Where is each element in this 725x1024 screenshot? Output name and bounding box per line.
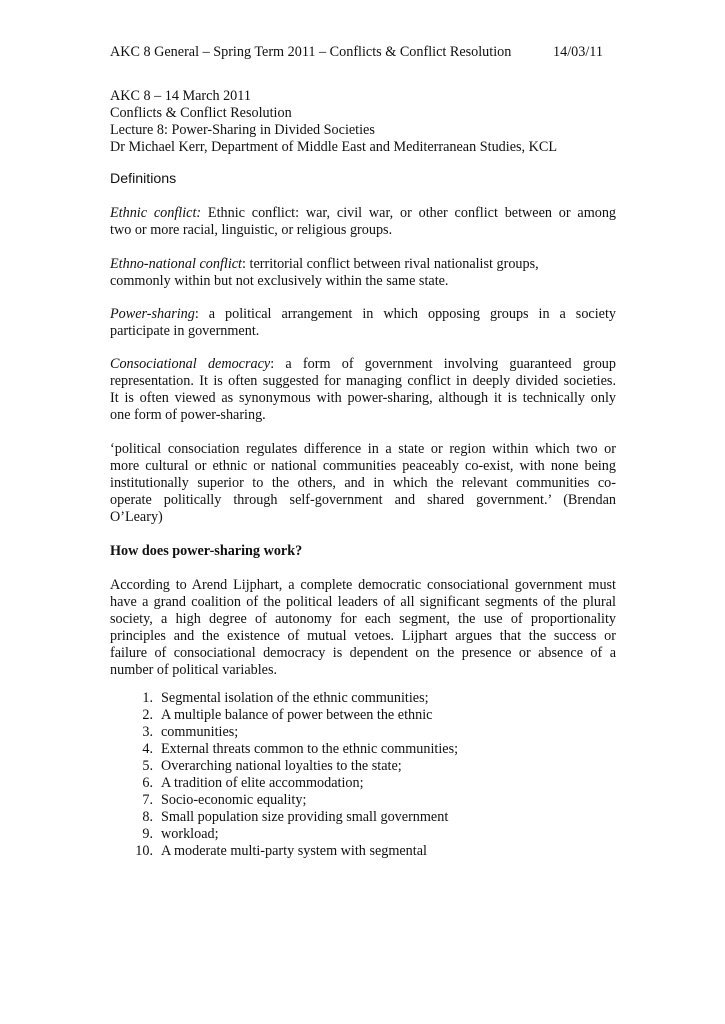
definition-consociational-democracy xyxy=(110,356,616,424)
definition-term: Ethno-national conflict xyxy=(110,256,243,272)
definition-line: representation. It is often suggested for managing conflict in deeply divided societies. xyxy=(110,373,616,389)
list-text: communities; xyxy=(161,724,239,740)
list-text: Segmental isolation of the ethnic communities; xyxy=(161,690,429,706)
list-text: workload; xyxy=(161,826,219,842)
list-item xyxy=(110,741,458,758)
meta-line: Conflicts & Conflict Resolution xyxy=(110,105,292,121)
definition-line: participate in government. xyxy=(110,323,260,339)
quote-line: more cultural or ethnic or national communities peaceably co-exist, with none being xyxy=(110,458,616,474)
list-item xyxy=(110,792,458,809)
list-number: 3. xyxy=(142,724,153,740)
definition-text: : territorial conflict between rival nationalist groups, xyxy=(242,256,539,272)
paragraph-line: principles and the existence of mutual vetoes. Lijphart argues that the success or xyxy=(110,628,616,644)
political-variables-list xyxy=(110,690,458,860)
header-date: 14/03/11 xyxy=(553,44,603,60)
quote-line: institutionally superior to the others, and in which the relevant communities co- xyxy=(110,475,616,491)
list-item xyxy=(110,690,458,707)
definition-line: It is often viewed as synonymous with power-sharing, although it is technically only xyxy=(110,390,616,406)
list-text: Socio-economic equality; xyxy=(161,792,307,808)
definitions-heading: Definitions xyxy=(110,171,177,187)
paragraph-line: According to Arend Lijphart, a complete democratic consociational government must xyxy=(110,577,616,593)
meta-line: Lecture 8: Power-Sharing in Divided Societies xyxy=(110,122,375,138)
how-power-sharing-heading: How does power-sharing work? xyxy=(110,543,303,559)
list-text: External threats common to the ethnic communities; xyxy=(161,741,459,757)
meta-line: Dr Michael Kerr, Department of Middle East and Mediterranean Studies, KCL xyxy=(110,139,557,155)
definition-line: two or more racial, linguistic, or religious groups. xyxy=(110,222,393,238)
paragraph-line: society, a high degree of autonomy for each segment, the use of proportionality xyxy=(110,611,616,627)
list-item xyxy=(110,775,458,792)
list-number: 1. xyxy=(142,690,153,706)
definition-ethnic-conflict xyxy=(110,205,616,239)
quote-line: ‘political consociation regulates difference in a state or region within which two or xyxy=(110,441,616,457)
definition-power-sharing xyxy=(110,306,616,340)
definition-term: Consociational democracy xyxy=(110,356,271,372)
list-number: 10. xyxy=(135,843,153,859)
list-item xyxy=(110,724,458,741)
definition-line: one form of power-sharing. xyxy=(110,407,266,423)
list-text: Overarching national loyalties to the state; xyxy=(161,758,402,774)
definition-line: commonly within but not exclusively within the same state. xyxy=(110,273,449,289)
list-number: 2. xyxy=(142,707,153,723)
definition-ethno-national-conflict xyxy=(110,256,616,290)
list-item xyxy=(110,758,458,775)
list-number: 7. xyxy=(142,792,153,808)
oleary-quote xyxy=(110,441,616,526)
definition-line xyxy=(110,356,616,373)
list-item xyxy=(110,826,458,843)
list-text: A tradition of elite accommodation; xyxy=(161,775,364,791)
list-text: A moderate multi-party system with segmental xyxy=(161,843,427,859)
definition-text: : a form of government involving guaranteed group xyxy=(270,356,616,372)
meta-line: AKC 8 – 14 March 2011 xyxy=(110,88,251,104)
list-number: 6. xyxy=(142,775,153,791)
definition-term: Ethnic conflict: xyxy=(110,205,202,221)
list-number: 5. xyxy=(142,758,153,774)
definition-text: : a political arrangement in which opposing groups in a society xyxy=(194,306,616,322)
list-number: 4. xyxy=(142,741,153,757)
header-title: AKC 8 General – Spring Term 2011 – Conflicts & Conflict Resolution xyxy=(110,44,512,60)
paragraph-line: have a grand coalition of the political leaders of all significant segments of the plural xyxy=(110,594,616,610)
definition-term: Power-sharing xyxy=(110,306,195,322)
list-item xyxy=(110,843,458,860)
definition-line xyxy=(110,306,616,323)
list-item xyxy=(110,707,458,724)
paragraph-line: number of political variables. xyxy=(110,662,278,678)
lijphart-paragraph xyxy=(110,577,616,679)
definition-line xyxy=(110,205,616,222)
list-number: 8. xyxy=(142,809,153,825)
lecture-meta xyxy=(110,88,557,156)
list-text: A multiple balance of power between the ethnic xyxy=(161,707,433,723)
list-number: 9. xyxy=(142,826,153,842)
list-item xyxy=(110,809,458,826)
list-text: Small population size providing small government xyxy=(161,809,449,825)
definition-text: Ethnic conflict: war, civil war, or other conflict between or among xyxy=(201,205,617,221)
quote-line: operate politically through self-government and shared government.’ (Brendan xyxy=(110,492,616,508)
quote-line: O’Leary) xyxy=(110,509,163,525)
paragraph-line: failure of consociational democracy is dependent on the presence or absence of a xyxy=(110,645,616,661)
definition-line xyxy=(110,256,616,273)
